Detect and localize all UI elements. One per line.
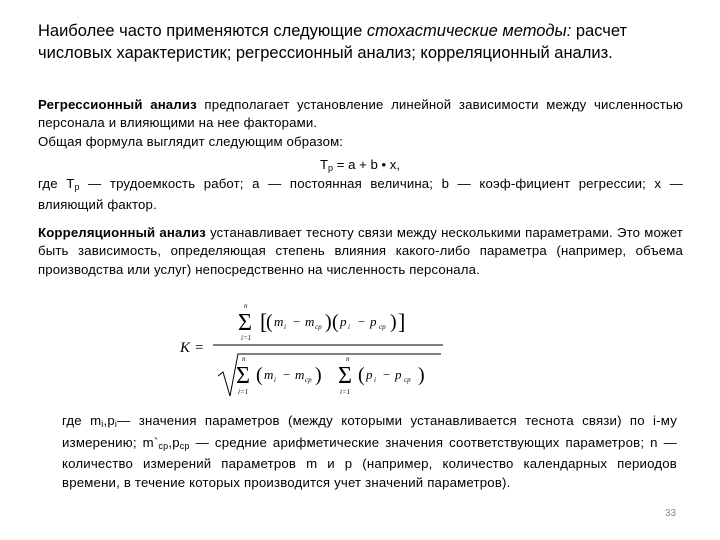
footer-text-e: — средние арифметические значения соответствующих параметров; n — количество измерений параметров m и p (например, количество календарных периодов времени, в течение которых производится учет значений параметров). xyxy=(62,434,678,490)
eq-den-sum2-n: n xyxy=(346,355,350,363)
eq-den-pcp-sub: cp xyxy=(404,376,411,384)
eq-num-m: m xyxy=(274,314,284,329)
eq-den-sum1-i: i=1 xyxy=(238,388,249,396)
eq-den-lparen2: ( xyxy=(358,364,365,386)
eq-sqrt-sign xyxy=(218,354,441,396)
eq-den-mcp: m xyxy=(295,367,305,382)
footer-text-d: ,p xyxy=(168,434,180,450)
eq-num-sum-i: i=1 xyxy=(241,334,252,342)
eq-den-sum1-n: n xyxy=(242,355,246,363)
eq-num-sum-n: n xyxy=(244,302,248,310)
intro-paragraph xyxy=(38,20,688,64)
eq-den-p: p xyxy=(366,367,373,382)
formula-rest: = a + b • x, xyxy=(333,157,400,172)
regression-paragraph xyxy=(38,96,683,151)
def-prefix: где T xyxy=(38,176,75,191)
correlation-paragraph xyxy=(38,224,683,279)
eq-num-sigma: Σ xyxy=(238,310,252,336)
eq-den-sum2-i: i=1 xyxy=(340,388,351,396)
footer-sub-cp2: ср xyxy=(179,440,190,451)
eq-num-m-sub: i xyxy=(284,323,286,331)
footer-sub-i2: i xyxy=(114,419,118,429)
eq-num-minus2: − xyxy=(358,314,366,329)
eq-den-lparen1: ( xyxy=(256,364,263,386)
footer-text-c: — значения параметров (между которыми устанавливается теснота связи) по i-му измерению; m` xyxy=(62,413,677,450)
regression-text: предполагает установление линейной зависимости между численностью персонала и влияющими на нее факторами. xyxy=(38,97,683,131)
eq-den-mcp-sub: cp xyxy=(305,376,312,384)
eq-num-pcp-sub: cp xyxy=(379,323,386,331)
eq-num-rbracket: ] xyxy=(398,309,406,334)
eq-den-p-sub: i xyxy=(374,376,376,384)
footer-text-b: ,p xyxy=(103,413,115,428)
correlation-equation xyxy=(178,300,458,400)
regression-definition xyxy=(38,175,683,215)
eq-equals: = xyxy=(195,340,204,356)
formula-T-sub: p xyxy=(328,163,334,173)
eq-num-pcp: p xyxy=(370,314,377,329)
eq-den-pcp: p xyxy=(395,367,402,382)
page-number: 33 xyxy=(665,508,677,519)
eq-den-minus1: − xyxy=(283,367,291,382)
eq-num-lbracket: [ xyxy=(260,309,268,334)
eq-den-sigma2: Σ xyxy=(338,363,352,389)
regression-term: Регрессионный анализ xyxy=(38,97,197,112)
def-rest: — трудоемкость работ; а — постоянная величина; b — коэф-фициент регрессии; x — влияющий фактор. xyxy=(38,176,684,213)
eq-num-p: p xyxy=(340,314,347,329)
eq-num-rparen1: ) xyxy=(325,311,332,333)
eq-num-rparen2: ) xyxy=(390,311,397,333)
eq-num-lparen1: ( xyxy=(266,311,273,333)
footer-paragraph xyxy=(62,412,677,492)
eq-den-rparen2: ) xyxy=(418,364,425,386)
eq-K: K xyxy=(180,340,191,356)
eq-den-rparen1: ) xyxy=(315,364,322,386)
correlation-text: устанавливает тесноту связи между несколькими параметрами. Это может быть зависимость, определяющая степень влияния какого-либо параметра (например, объема производства или услуг) непосредственно на численность персонала. xyxy=(38,225,683,277)
eq-num-mcp: m xyxy=(305,314,315,329)
eq-den-m: m xyxy=(264,367,274,382)
intro-text-1: Наиболее часто применяются следующие xyxy=(38,22,367,40)
eq-den-minus2: − xyxy=(383,367,391,382)
correlation-term: Корреляционный анализ xyxy=(38,225,206,240)
intro-text-2: расчет числовых характеристик; регрессионный анализ; корреляционный анализ. xyxy=(38,22,628,62)
def-sub: p xyxy=(74,182,80,192)
regression-formula-intro: Общая формула выглядит следующим образом: xyxy=(38,133,344,149)
eq-num-lparen2: ( xyxy=(332,311,339,333)
eq-num-minus1: − xyxy=(293,314,301,329)
footer-sub-cp1: ср xyxy=(158,440,169,451)
eq-den-m-sub: i xyxy=(274,376,276,384)
footer-sub-i1: i xyxy=(101,419,104,429)
regression-formula xyxy=(0,157,720,173)
footer-text-a: где m xyxy=(62,413,102,428)
intro-italic-term: стохастические методы: xyxy=(366,22,572,40)
eq-num-mcp-sub: cp xyxy=(315,323,322,331)
eq-num-p-sub: i xyxy=(348,323,350,331)
eq-den-sigma1: Σ xyxy=(236,363,250,389)
formula-T: T xyxy=(319,157,329,172)
